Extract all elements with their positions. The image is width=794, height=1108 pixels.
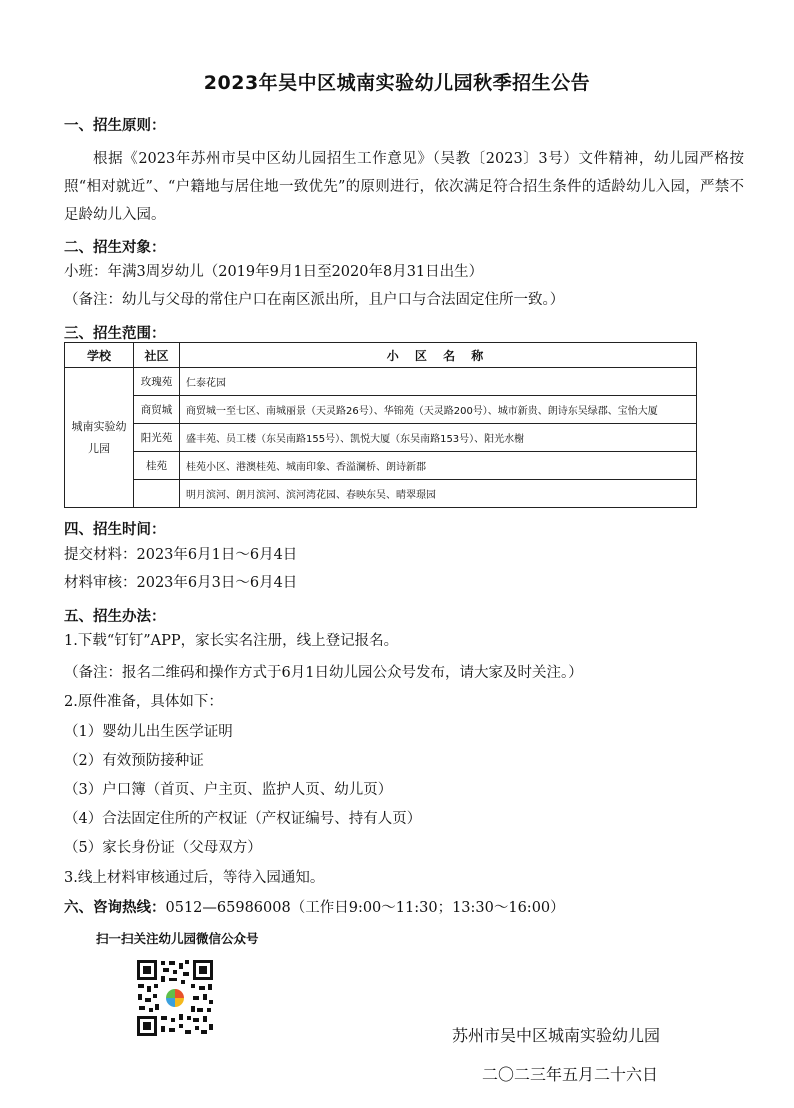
page-title: 2023年吴中区城南实验幼儿园秋季招生公告 [203,72,591,94]
signature-org: 苏州市吴中区城南实验幼儿园 [452,1026,661,1045]
list-item: （5）家长身份证（父母双方） [64,840,262,856]
community-cell: 桂苑 [134,452,180,480]
heading-target: 二、招生对象： [64,240,166,256]
community-cell: 商贸城 [134,396,180,424]
header-school: 学校 [65,343,134,368]
method-line-3: 3.线上材料审核通过后，等待入园通知。 [64,870,325,886]
principle-text: 根据《2023年苏州市吴中区幼儿园招生工作意见》（吴教〔2023〕3号）文件精神，幼儿园严格按照“相对就近”、“户籍地与居住地一致优先”的原则进行，依次满足符合招生条件的适龄幼儿入园，严禁不足龄幼儿入园。 [64,151,744,223]
list-item: （1）婴幼儿出生医学证明 [64,724,233,740]
heading-range: 三、招生范围： [64,326,166,342]
method-note: （备注：报名二维码和操作方式于6月1日幼儿园公众号发布，请大家及时关注。） [64,665,583,681]
contact-hours: （工作日9:00～11:30；13:30～16:00） [290,900,565,916]
area-cell: 桂苑小区、港澳桂苑、城南印象、香溢澜桥、朗诗新郡 [180,452,697,480]
header-area: 小 区 名 称 [180,343,697,368]
table-row [65,480,697,508]
signature-date: 二〇二三年五月二十六日 [482,1065,659,1084]
community-cell: 阳光苑 [134,424,180,452]
target-line-1: 小班：年满3周岁幼儿（2019年9月1日至2020年8月31日出生） [64,264,484,280]
time-line-1: 提交材料：2023年6月1日～6月4日 [64,547,298,563]
school-cell [65,368,134,508]
qr-caption: 扫一扫关注幼儿园微信公众号 [96,931,259,946]
target-note: （备注：幼儿与父母的常住户口在南区派出所，且户口与合法固定住所一致。） [64,292,565,308]
contact-phone: 0512—65986008 [165,900,291,916]
table-header-row [65,343,697,368]
area-cell: 仁泰花园 [180,368,697,396]
time-line-2: 材料审核：2023年6月3日～6月4日 [64,575,298,591]
area-cell: 盛丰苑、员工楼（东吴南路155号）、凯悦大厦（东吴南路153号）、阳光水榭 [180,424,697,452]
contact-line [64,896,565,917]
table-row [65,424,697,452]
method-line-2: 2.原件准备，具体如下： [64,694,223,710]
table-row [65,452,697,480]
header-community: 社区 [134,343,180,368]
area-cell: 商贸城一至七区、南城丽景（天灵路26号）、华锦苑（天灵路200号）、城市新贵、朗诗东吴绿郡、宝怡大厦 [180,396,697,424]
list-item: （4）合法固定住所的产权证（产权证编号、持有人页） [64,811,422,827]
qr-code-icon [135,958,215,1038]
list-item: （2）有效预防接种证 [64,753,204,769]
community-cell: 玫瑰苑 [134,368,180,396]
list-item: （3）户口簿（首页、户主页、监护人页、幼儿页） [64,782,393,798]
method-line-1: 1.下载“钉钉”APP，家长实名注册，线上登记报名。 [64,633,399,649]
heading-contact: 六、咨询热线： [64,900,166,916]
range-table [64,342,697,508]
heading-time: 四、招生时间： [64,522,166,538]
heading-method: 五、招生办法： [64,609,166,625]
table-row [65,396,697,424]
area-cell: 明月滨河、朗月滨河、滨河湾花园、春映东吴、晴翠璟园 [180,480,697,508]
table-row [65,368,697,396]
heading-principle: 一、招生原则： [64,118,166,134]
community-cell [134,480,180,508]
school-name: 城南实验幼儿园 [71,419,127,455]
